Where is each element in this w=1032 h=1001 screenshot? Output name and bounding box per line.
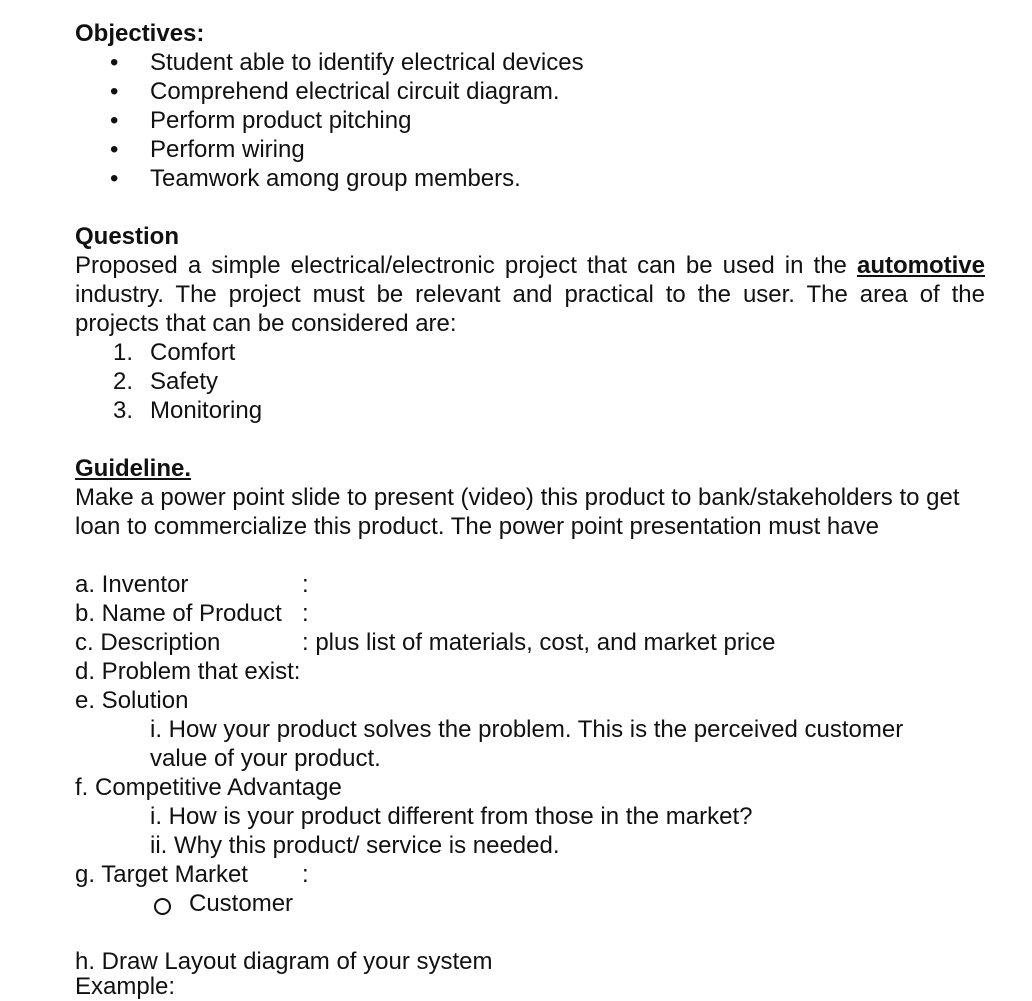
advantage-point-2: ii. Why this product/ service is needed.	[150, 832, 560, 859]
list-number: 3.	[113, 397, 134, 424]
objective-text: Student able to identify electrical devices	[150, 49, 584, 76]
objective-text: Teamwork among group members.	[150, 165, 521, 192]
objectives-list	[110, 48, 584, 193]
bullet-icon: •	[110, 107, 119, 134]
question-heading: Question	[75, 223, 180, 250]
list-number: 2.	[113, 368, 134, 395]
question-text-after: industry. The project must be relevant and practical to the user. The area of the projects that can be considered are:	[75, 281, 985, 337]
question-paragraph	[75, 251, 985, 338]
solution-point-1-cont: value of your product.	[150, 745, 381, 772]
item-inventor: a. Inventor	[75, 571, 189, 598]
solution-point-1: i. How your product solves the problem. This is the perceived customer	[150, 716, 904, 743]
item-target-market: g. Target Market	[75, 861, 248, 888]
item-layout-diagram: h. Draw Layout diagram of your system	[75, 948, 493, 975]
item-competitive-advantage: f. Competitive Advantage	[75, 774, 342, 801]
colon: :	[302, 861, 309, 888]
list-item	[113, 396, 262, 425]
question-emphasis: automotive	[856, 252, 985, 279]
objective-text: Perform product pitching	[150, 107, 412, 134]
bullet-icon: •	[110, 136, 119, 163]
item-problem: d. Problem that exist:	[75, 658, 301, 685]
item-description: c. Description	[75, 629, 221, 656]
advantage-point-1: i. How is your product different from those in the market?	[150, 803, 753, 830]
list-number: 1.	[113, 339, 134, 366]
colon: :	[302, 571, 309, 598]
project-areas-list	[113, 338, 262, 425]
next-line-partial: Example:	[75, 973, 176, 1000]
list-item	[110, 77, 584, 106]
area-label: Comfort	[150, 339, 236, 366]
item-description-detail: : plus list of materials, cost, and market price	[302, 629, 776, 656]
colon: :	[302, 600, 309, 627]
objective-text: Comprehend electrical circuit diagram.	[150, 78, 560, 105]
objectives-heading: Objectives:	[75, 20, 205, 47]
list-item	[110, 135, 584, 164]
target-market-customer: Customer	[189, 890, 294, 917]
list-item	[110, 48, 584, 77]
item-solution: e. Solution	[75, 687, 189, 714]
area-label: Safety	[150, 368, 219, 395]
list-item	[113, 338, 262, 367]
guideline-paragraph: Make a power point slide to present (video) this product to bank/stakeholders to get loan to commercialize this product. The power point presentation must have	[75, 484, 960, 540]
objective-text: Perform wiring	[150, 136, 305, 163]
area-label: Monitoring	[150, 397, 263, 424]
bullet-icon: •	[110, 49, 119, 76]
bullet-icon: •	[110, 78, 119, 105]
item-product-name: b. Name of Product	[75, 600, 282, 627]
circle-bullet-icon	[154, 898, 171, 915]
list-item	[113, 367, 262, 396]
list-item	[110, 106, 584, 135]
list-item	[110, 164, 584, 193]
bullet-icon: •	[110, 165, 119, 192]
question-text-before: Proposed a simple electrical/electronic project that can be used in the	[75, 252, 857, 279]
guideline-heading: Guideline.	[75, 455, 192, 482]
